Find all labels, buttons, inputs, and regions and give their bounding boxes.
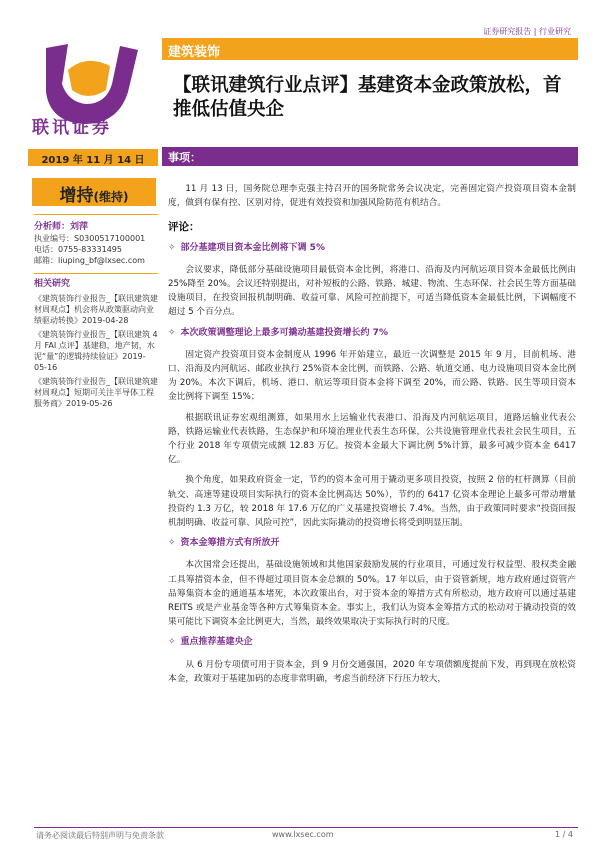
footer-divider [34, 827, 578, 828]
analyst-name: 分析师：刘萍 [34, 222, 89, 232]
related-item[interactable]: 《建筑装饰行业报告_【联讯建筑建材周观点】机会将从政策驱动向业绩驱动转换》2019-04-28 [34, 294, 158, 325]
intro-paragraph: 11 月 13 日，国务院总理李克强主持召开的国务院常务会议决定，完善固定资产投资项目资本金制度，做到有保有控、区别对待，促进有效投资和加强风险防范有机结合。 [168, 184, 576, 209]
report-type-tag: 证券研究报告 | 行业研究 [483, 27, 571, 36]
diamond-icon: ✧ [168, 637, 176, 648]
section-heading: ✧ 资本金筹措方式有所放开 [168, 538, 280, 549]
body-paragraph: 根据联讯证券宏观组测算，如果用水上运输业代表港口、沿海及内河航运项目，道路运输业代表公路，铁路运输业代表铁路，生态保护和环境治理业代表生态环保，公共设施管理业代表社会民生项目，五个行业 2018 年专项债完成额 12.83 万亿。按资本金最大下调比例 5%计算，最多可减少资本金 6417 亿。 [168, 412, 576, 466]
related-research [34, 279, 158, 409]
sector-label: 建筑装饰 [168, 45, 221, 60]
rating-sub: (维持) [93, 190, 129, 204]
diamond-icon: ✧ [168, 327, 176, 338]
logo-text: 联讯证券 [32, 118, 112, 138]
section-heading: ✧ 部分基建项目资本金比例将下调 5% [168, 242, 325, 253]
footer-website[interactable]: www.lxsec.com [272, 830, 334, 839]
analyst-email[interactable]: 邮箱：liuping_bf@lxsec.com [34, 256, 145, 265]
related-title: 相关研究 [34, 279, 71, 289]
body-paragraph: 会议要求，降低部分基础设施项目最低资本金比例，将港口、沿海及内河航运项目资本金最低比例由 25%降至 20%。会议还特别提出，对补短板的公路、铁路、城建、物流、生态环保、社会民生等方面基础设施项目，在投资回报机制明确、收益可靠、风险可控前提下，可适当降低资本金最低比例，下调幅度不超过 5 个百分点。 [168, 264, 576, 318]
analyst-phone: 电话：0755-83331495 [34, 245, 122, 254]
related-item[interactable]: 《建筑装饰行业报告_【联讯建筑建材周观点】短期可关注半导体工程服务商》2019-05-26 [34, 377, 158, 408]
body-paragraph: 本次国常会还提出，基础设施领域和其他国家鼓励发展的行业项目，可通过发行权益型、股权类金融工具筹措资本金，但不得超过项目资本金总额的 50%。17 年以后，由于资管新规，地方政府通过资管产品筹集资本金的通道基本堵死，本次政策出台，对于资本金的筹措方式有所松动，地方政府可以通过基建 REITS 或是产业基金等各种方式筹集资本金。事实上，我们认为资本金筹措方式的松动对于撬动投资的效果可能比下调资本金比例更大，当然，最终效果取决于实际执行时的尺度。 [168, 560, 576, 628]
body-paragraph: 从 6 月份专项债可用于资本金，到 9 月份交通强国，2020 年专项债额度提前下发，再到现在放松资本金，政策对于基建加码的态度非常明确，考虑当前经济下行压力较大， [168, 659, 576, 684]
analyst-id: 执业编号：S0300517100001 [34, 234, 146, 243]
related-item[interactable]: 《建筑装饰行业报告_【联讯建筑 4 月 FAI 点评】基建稳，地产韧，水泥“量”的逻辑持续验证》2019-05-16 [34, 330, 158, 372]
rating-text [32, 181, 156, 206]
diamond-icon: ✧ [168, 242, 176, 253]
review-title: 评论： [168, 221, 200, 234]
rating-main: 增持 [59, 186, 94, 206]
sector-bar [162, 38, 578, 60]
analyst-block [34, 222, 158, 266]
report-headline: 【联讯建筑行业点评】基建资本金政策放松，首推低估值央企 [173, 75, 562, 120]
main-body [168, 182, 576, 692]
sidebar-divider [34, 214, 158, 215]
footer-disclaimer[interactable]: 请务必阅读最后特别声明与免责条款 [36, 831, 164, 840]
event-bar [162, 147, 578, 166]
diamond-icon: ✧ [168, 538, 176, 549]
report-date: 2019 年 11 月 14 日 [41, 155, 145, 166]
page-number: 1 / 4 [555, 830, 573, 839]
body-paragraph: 固定资产投资项目资本金制度从 1996 年开始建立，最近一次调整是 2015 年 9 月，目前机场、港口、沿海及内河航运、邮政业执行 25%资本金比例，而铁路、公路、轨道交通、电力设施项目资本金比例为 20%。本次下调后，机场、港口、航运等项目资本金将下调至 20%，而公路、铁路、民生等项目资本金比例将下调至 15%； [168, 349, 576, 403]
event-label: 事项： [168, 151, 201, 164]
body-paragraph: 换个角度，如果政府资金一定，节约的资本金可用于撬动更多项目投资，按照 2 倍的杠杆测算（目前轨交、高速等建设项目实际执行的资本金比例高达 50%），节约的 6417 亿资本金理论上最多可带动增量投资约 1.3 万亿，较 2018 年 17.6 万亿的广义基建投资增长 7.4%。当然，由于政策同时要求“投资回报机制明确、收益可靠、风险可控”，因此实际撬动的投资增长将受到明显压制。 [168, 475, 576, 529]
sidebar-divider [34, 273, 158, 274]
section-heading: ✧ 重点推荐基建央企 [168, 637, 253, 648]
section-heading: ✧ 本次政策调整理论上最多可撬动基建投资增长约 7% [168, 327, 388, 338]
